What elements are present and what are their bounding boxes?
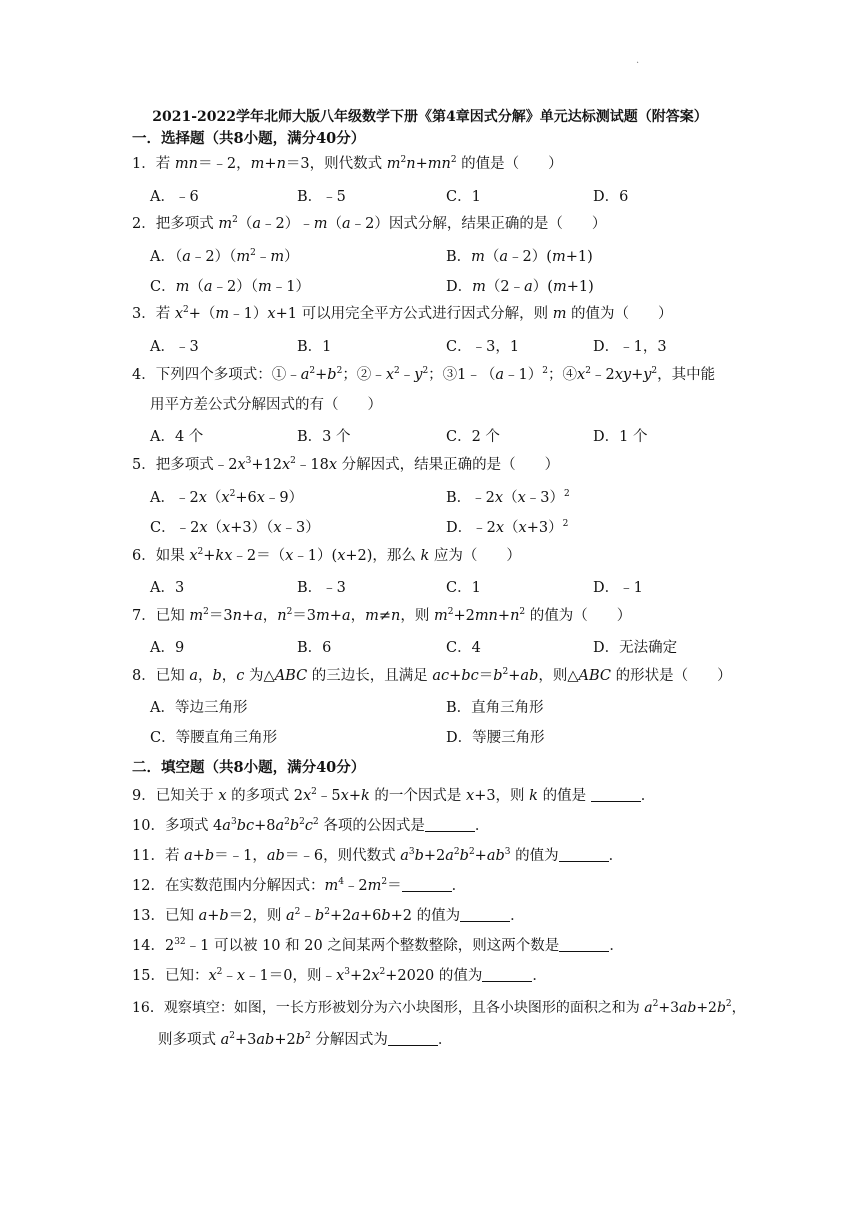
q4-option-d[interactable]: D．1 个 <box>593 429 648 445</box>
question-13: 13．已知 a+b＝2，则 $a^2﹣b^2+2a+6b+2$ 的值为 ． <box>132 907 525 924</box>
q3-option-b[interactable]: B．1 <box>297 339 332 355</box>
q3-option-a[interactable]: A．﹣3 <box>150 339 199 355</box>
question-3: 3．若 $x^2+(m﹣1)x+1$ 可以用完全平方公式进行因式分解，则 m 的值为（ ） <box>132 305 673 322</box>
page-title: 2021-2022学年北师大版八年级数学下册《第4章因式分解》单元达标测试题（附答案） <box>152 109 708 125</box>
q6-option-c[interactable]: C．1 <box>446 580 481 596</box>
q5-option-d[interactable]: D．$﹣2x(x+3)^2$ <box>446 519 569 536</box>
q3-option-c[interactable]: C．﹣3，1 <box>446 339 520 355</box>
answer-blank[interactable] <box>388 1031 438 1046</box>
q2-option-a[interactable]: A．$(a﹣2)(m^2﹣m)$ <box>150 248 299 265</box>
answer-blank[interactable] <box>559 847 609 862</box>
section-heading-choice: 一．选择题（共8小题，满分40分） <box>132 130 366 147</box>
question-11: 11．若 a+b＝﹣1，ab＝﹣6，则代数式 $a^3b+2a^2b^2+ab^3$ 的值为 ． <box>132 847 624 864</box>
answer-blank[interactable] <box>425 817 475 832</box>
q8-option-c[interactable]: C．等腰直角三角形 <box>150 730 278 746</box>
header-mark: · <box>636 58 640 69</box>
q1-option-a[interactable]: A．﹣6 <box>150 189 199 205</box>
question-16: 16．观察填空：如图，一长方形被划分为六小块图形，且各小块图形的面积之和为 $a^2+3ab+2b^2$， <box>132 999 746 1016</box>
q1-option-c[interactable]: C．1 <box>446 189 481 205</box>
question-9: 9．已知关于 x 的多项式 $2x^2﹣5x+k$ 的一个因式是 x+3，则 k 的值是 ． <box>132 787 656 804</box>
answer-blank[interactable] <box>402 877 452 892</box>
q4-option-b[interactable]: B．3 个 <box>297 429 351 445</box>
q8-option-a[interactable]: A．等边三角形 <box>150 700 248 716</box>
q1-option-b[interactable]: B．﹣5 <box>297 189 346 205</box>
section-heading-fill: 二．填空题（共8小题，满分40分） <box>132 759 366 776</box>
q7-option-a[interactable]: A．9 <box>150 640 185 656</box>
question-7: 7．已知 $m^2=3n+a$，$n^2=3m+a$，m≠n，则 $m^2+2mn+n^2$ 的值为（ ） <box>132 607 632 624</box>
question-1: 1．若 mn＝﹣2，m+n＝3，则代数式 $m^2n+mn^2$ 的值是（ ） <box>132 155 563 172</box>
answer-blank[interactable] <box>482 967 532 982</box>
q4-option-c[interactable]: C．2 个 <box>446 429 500 445</box>
q7-option-b[interactable]: B．6 <box>297 640 332 656</box>
q8-option-b[interactable]: B．直角三角形 <box>446 700 544 716</box>
q5-option-a[interactable]: A．$﹣2x(x^2+6x﹣9)$ <box>150 489 304 506</box>
question-2: 2．把多项式 $m^2(a﹣2)﹣m(a﹣2)$因式分解，结果正确的是（ ） <box>132 215 607 232</box>
answer-blank[interactable] <box>460 907 510 922</box>
question-15: 15．已知：$x^2﹣x﹣1=0$，则$﹣x^3+2x^2+2020$ 的值为 ． <box>132 967 547 984</box>
answer-blank[interactable] <box>559 937 609 952</box>
question-10: 10．多项式 $4a^3bc+8a^2b^2c^2$ 各项的公因式是 ． <box>132 817 490 834</box>
question-14: 14．$2^{32}﹣1$ 可以被 10 和 20 之间某两个整数整除，则这两个数是 ． <box>132 937 624 954</box>
question-5: 5．把多项式$﹣2x^3+12x^2﹣18x$ 分解因式，结果正确的是（ ） <box>132 456 560 473</box>
q7-option-d[interactable]: D．无法确定 <box>593 640 678 656</box>
question-6: 6．如果 $x^2+kx﹣2=(x﹣1)(x+2)$，那么 k 应为（ ） <box>132 547 521 564</box>
q8-option-d[interactable]: D．等腰三角形 <box>446 730 545 746</box>
q3-option-d[interactable]: D．﹣1，3 <box>593 339 667 355</box>
question-12: 12．在实数范围内分解因式：$m^4﹣2m^2=$ ． <box>132 877 467 894</box>
question-4: 4．下列四个多项式：$①﹣a^2+b^2$；$②﹣x^2﹣y^2$；③1﹣（a﹣1）$^2$；$④x^2﹣2xy+y^2$，其中能 <box>132 366 716 383</box>
q6-option-b[interactable]: B．﹣3 <box>297 580 346 596</box>
q2-option-d[interactable]: D．m（2﹣a）(m+1) <box>446 279 594 295</box>
q6-option-a[interactable]: A．3 <box>150 580 185 596</box>
question-4-cont: 用平方差公式分解因式的有（ ） <box>150 397 382 413</box>
answer-blank[interactable] <box>591 787 641 802</box>
q5-option-b[interactable]: B．﹣2x（x﹣3）$^2$ <box>446 489 570 506</box>
q7-option-c[interactable]: C．4 <box>446 640 481 656</box>
question-8: 8．已知 a，b，c 为△ABC 的三边长，且满足 $ac+bc=b^2+ab$，则△ABC 的形状是（ ） <box>132 667 732 684</box>
q4-option-a[interactable]: A．4 个 <box>150 429 204 445</box>
q2-option-c[interactable]: C．m（a﹣2）（m﹣1） <box>150 279 310 295</box>
q6-option-d[interactable]: D．﹣1 <box>593 580 643 596</box>
q5-option-c[interactable]: C．﹣2x（x+3）（x﹣3） <box>150 520 320 536</box>
question-16-cont: 则多项式 $a^2+3ab+2b^2$ 分解因式为 ． <box>158 1031 453 1048</box>
q2-option-b[interactable]: B．m（a﹣2）(m+1) <box>446 249 593 265</box>
q1-option-d[interactable]: D．6 <box>593 189 629 205</box>
